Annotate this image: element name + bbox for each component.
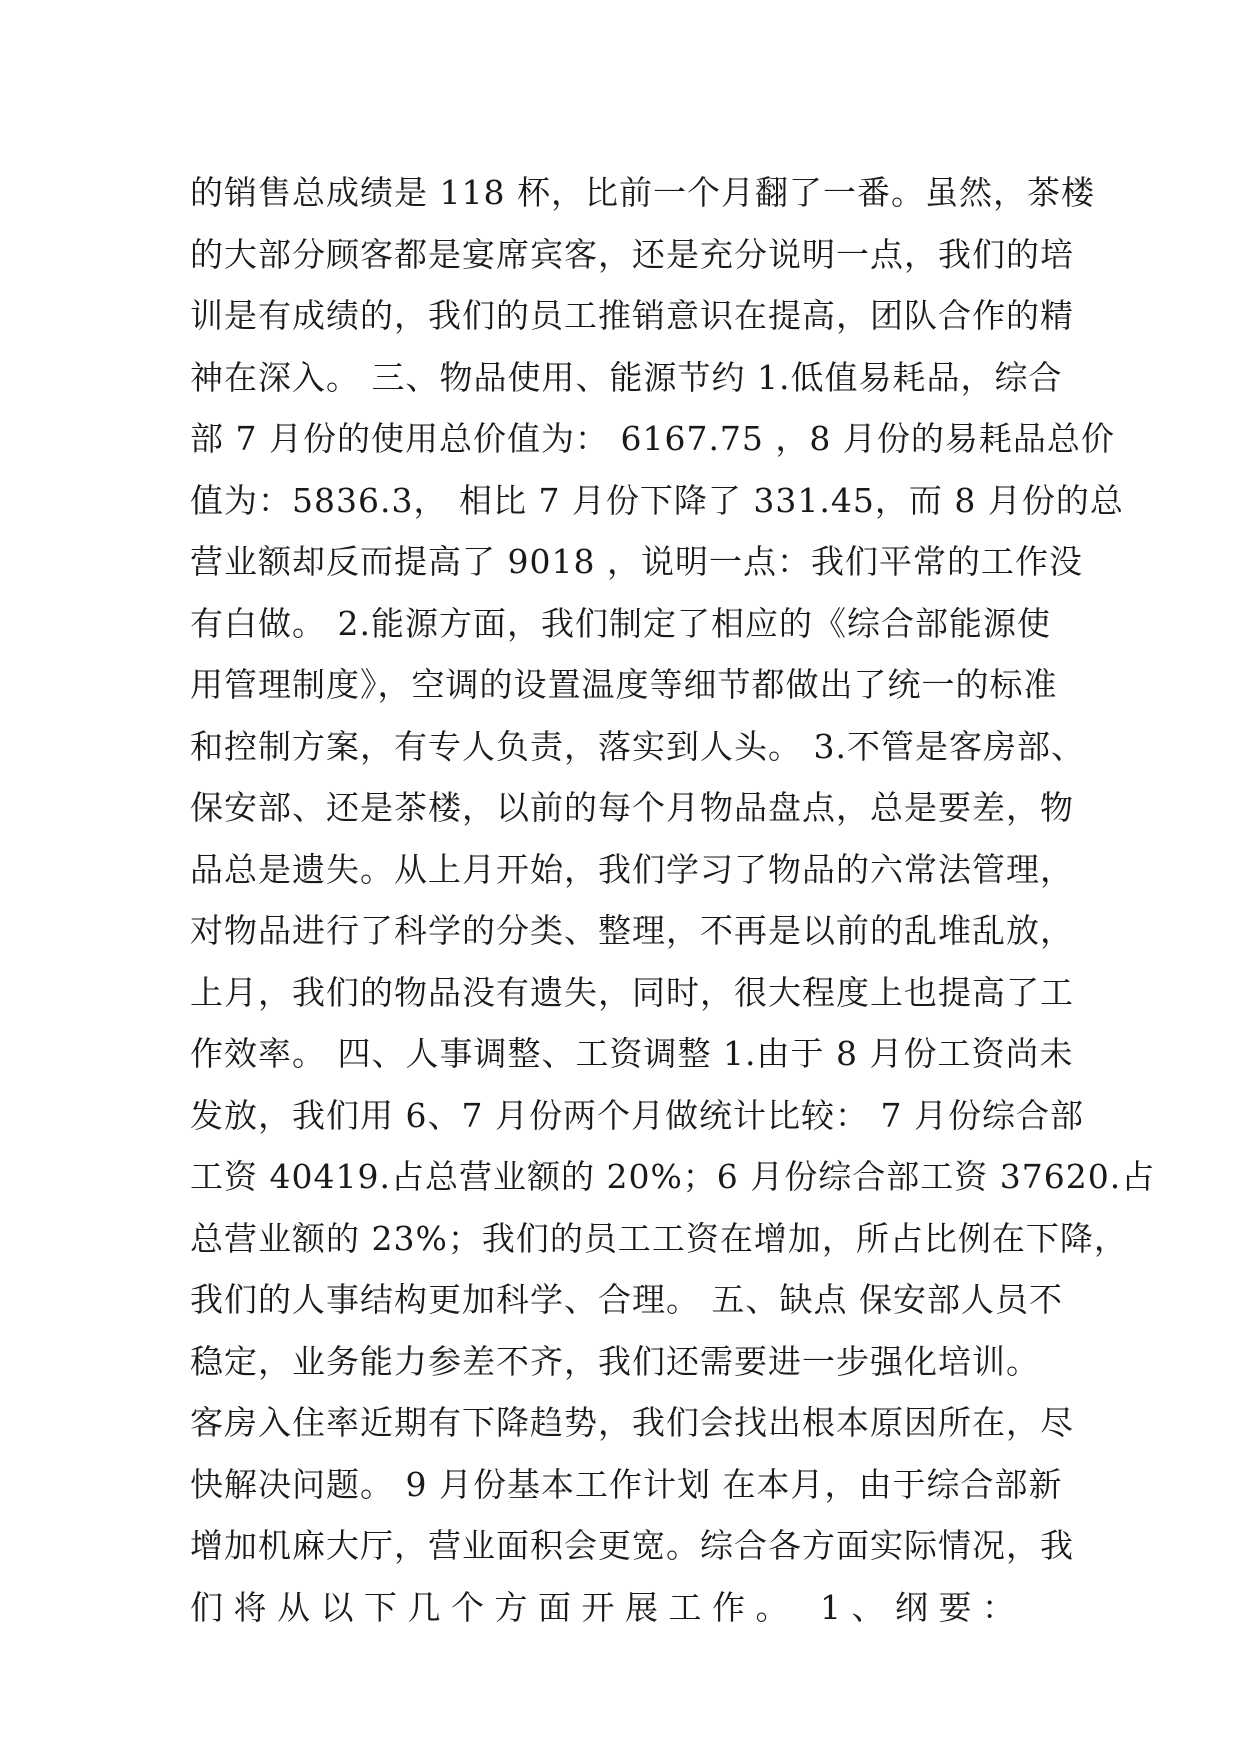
body-text-line: 和控制方案，有专人负责，落实到人头。 3.不管是客房部、 — [190, 726, 1085, 766]
body-text-line: 总营业额的 23%；我们的员工工资在增加，所占比例在下降， — [190, 1218, 1128, 1258]
body-text-line: 发放，我们用 6、7 月份两个月做统计比较： 7 月份综合部 — [190, 1095, 1084, 1135]
body-text-line: 对物品进行了科学的分类、整理，不再是以前的乱堆乱放， — [190, 911, 1074, 950]
body-text-line: 的销售总成绩是 118 杯，比前一个月翻了一番。虽然，茶楼 — [190, 173, 1095, 212]
body-text-line: 有白做。 2.能源方面，我们制定了相应的《综合部能源使 — [190, 603, 1051, 643]
body-text-line: 训是有成绩的，我们的员工推销意识在提高，团队合作的精 — [190, 296, 1074, 335]
body-text-line: 保安部、还是茶楼，以前的每个月物品盘点，总是要差，物 — [190, 788, 1074, 827]
body-text-line: 神在深入。 三、物品使用、能源节约 1.低值易耗品，综合 — [190, 357, 1063, 397]
document-body — [190, 162, 1156, 1638]
body-text-line: 品总是遗失。从上月开始，我们学习了物品的六常法管理， — [190, 849, 1074, 889]
body-text-line: 用管理制度》，空调的设置温度等细节都做出了统一的标准 — [190, 665, 1058, 704]
body-text-line: 值为：5836.3， 相比 7 月份下降了 331.45，而 8 月份的总 — [190, 480, 1124, 520]
body-text-line: 我们的人事结构更加科学、合理。 五、缺点 保安部人员不 — [190, 1280, 1063, 1319]
body-text-line: 快解决问题。 9 月份基本工作计划 在本月，由于综合部新 — [190, 1464, 1063, 1504]
body-text-line: 作效率。 四、人事调整、工资调整 1.由于 8 月份工资尚未 — [190, 1034, 1074, 1073]
body-text-line: 工资 40419.占总营业额的 20%；6 月份综合部工资 37620.占 — [190, 1157, 1156, 1196]
body-text-line: 客房入住率近期有下降趋势，我们会找出根本原因所在，尽 — [190, 1403, 1074, 1442]
body-text-line: 增加机麻大厅，营业面积会更宽。综合各方面实际情况，我 — [190, 1526, 1074, 1565]
body-text-line: 稳定，业务能力参差不齐，我们还需要进一步强化培训。 — [190, 1341, 1040, 1381]
body-text-line: 的大部分顾客都是宴席宾客，还是充分说明一点，我们的培 — [190, 234, 1074, 274]
body-text-line: 们将从以下几个方面开展工作。 1、纲要： — [190, 1587, 1026, 1627]
body-text-line: 部 7 月份的使用总价值为： 6167.75 ，8 月份的易耗品总价 — [190, 419, 1115, 458]
body-text-line: 上月，我们的物品没有遗失，同时，很大程度上也提高了工 — [190, 972, 1074, 1012]
body-text-line: 营业额却反而提高了 9018 ，说明一点：我们平常的工作没 — [190, 542, 1083, 581]
